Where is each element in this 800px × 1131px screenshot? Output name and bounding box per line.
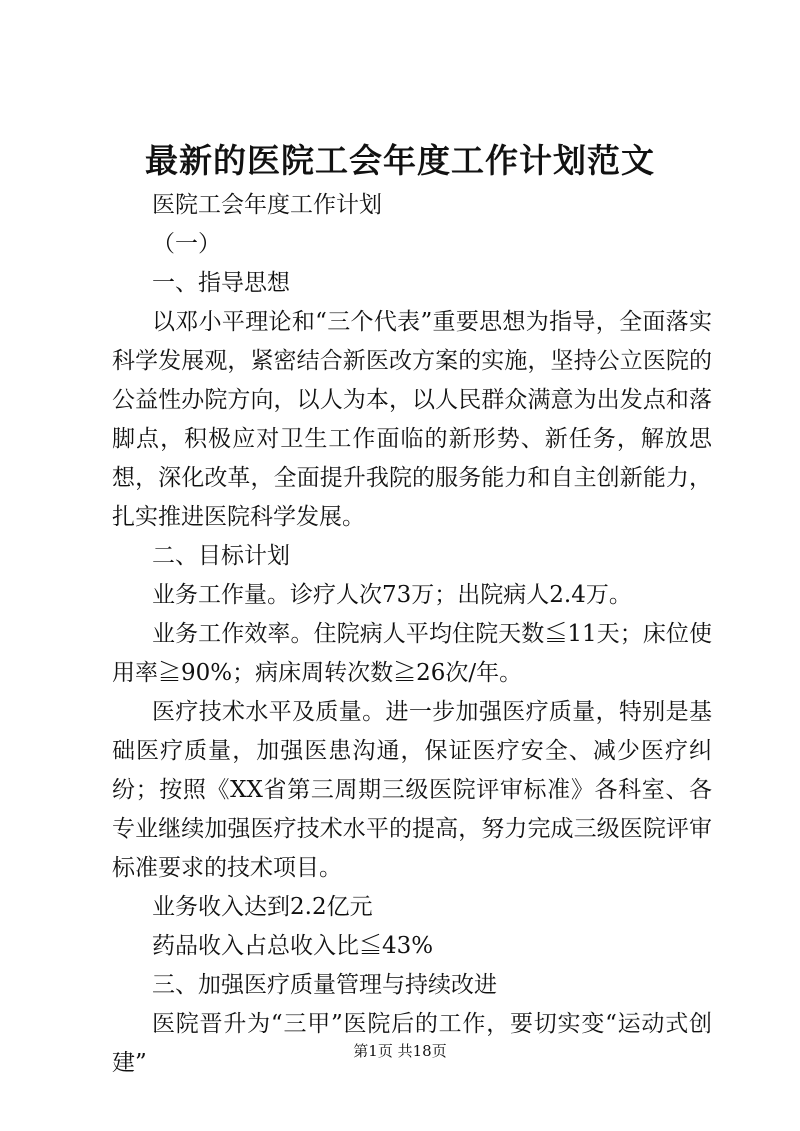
paragraph-quality: 医疗技术水平及质量。进一步加强医疗质量，特别是基础医疗质量，加强医患沟通，保证医疗安全、减少医疗纠纷；按照《XX省第三周期三级医院评审标准》各科室、各专业继续加强医疗技术水平的提高，努力完成三级医院评审标准要求的技术项目。	[112, 699, 712, 881]
paragraph-section-marker: （一）	[152, 231, 221, 257]
paragraph-quality-management: 医院晋升为“三甲”医院后的工作，要切实变“运动式创建”	[112, 1011, 712, 1076]
paragraph-revenue: 业务收入达到2.2亿元	[152, 894, 373, 920]
heading-guiding-ideology: 一、指导思想	[152, 270, 290, 296]
paragraph-workload: 业务工作量。诊疗人次73万；出院病人2.4万。	[152, 582, 632, 608]
paragraph-drug-ratio: 药品收入占总收入比≦43%	[152, 933, 434, 959]
heading-quality-management: 三、加强医疗质量管理与持续改进	[152, 972, 497, 998]
paragraph-efficiency: 业务工作效率。住院病人平均住院天数≦11天；床位使用率≧90%；病床周转次数≧26次/年。	[112, 621, 712, 686]
document-body	[112, 186, 712, 1083]
paragraph-guiding-ideology: 以邓小平理论和“三个代表”重要思想为指导，全面落实科学发展观，紧密结合新医改方案的实施，坚持公立医院的公益性办院方向，以人为本，以人民群众满意为出发点和落脚点，积极应对卫生工作面临的新形势、新任务，解放思想，深化改革，全面提升我院的服务能力和自主创新能力，扎实推进医院科学发展。	[112, 309, 712, 530]
paragraph-subtitle: 医院工会年度工作计划	[152, 192, 382, 218]
document-title: 最新的医院工会年度工作计划范文	[145, 141, 655, 180]
page-number-footer: 第1页 共18页	[353, 1042, 447, 1060]
heading-target-plan: 二、目标计划	[152, 543, 290, 569]
